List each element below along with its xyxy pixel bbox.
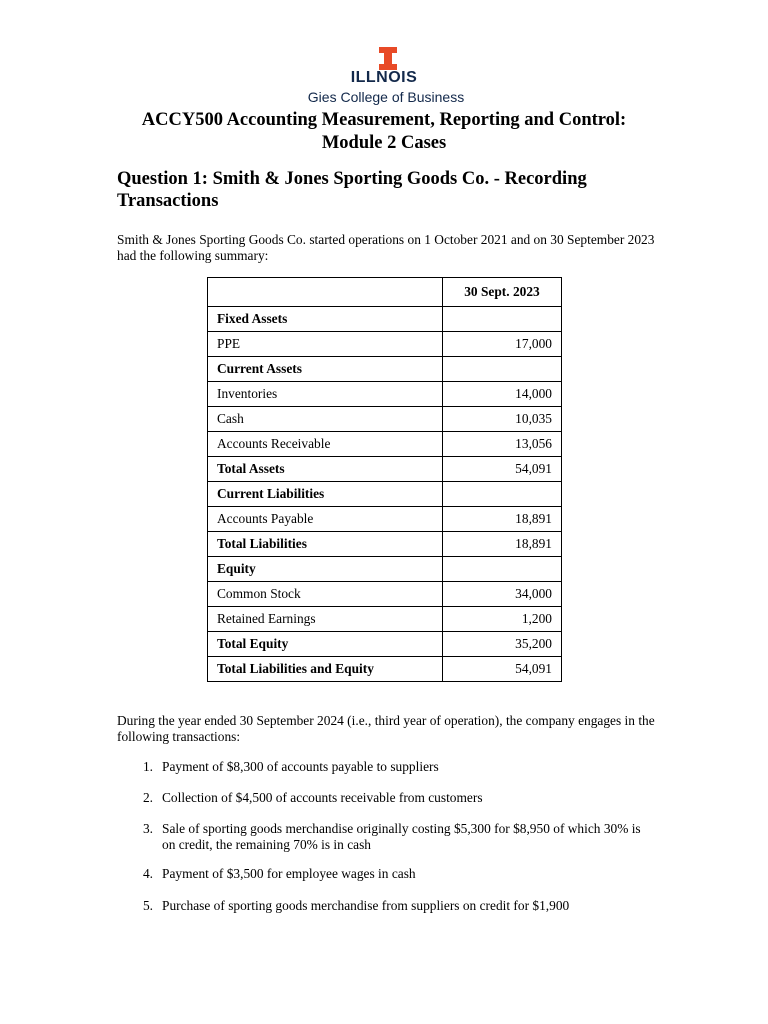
row-value: 13,056 — [443, 432, 562, 457]
table-row — [208, 332, 562, 357]
row-label: Total Liabilities — [208, 532, 443, 557]
transaction-text: Sale of sporting goods merchandise originally costing $5,300 for $8,950 of which 30% is on credit, the remaining 70% is in cash — [162, 821, 641, 852]
row-value — [443, 557, 562, 582]
table-row — [208, 382, 562, 407]
row-value: 54,091 — [443, 657, 562, 682]
course-title — [0, 109, 768, 155]
row-label: Total Assets — [208, 457, 443, 482]
row-value: 54,091 — [443, 457, 562, 482]
row-value: 34,000 — [443, 582, 562, 607]
table-row — [208, 507, 562, 532]
table-row — [208, 607, 562, 632]
transaction-text: Payment of $3,500 for employee wages in cash — [162, 866, 416, 881]
transactions-intro: During the year ended 30 September 2024 (i.e., third year of operation), the company engages in the following transactions: — [117, 713, 655, 744]
table-header-label — [208, 278, 443, 307]
row-label: Inventories — [208, 382, 443, 407]
table-header-row — [208, 278, 562, 307]
table-row — [208, 357, 562, 382]
college-name: Gies College of Business — [307, 89, 465, 105]
row-label: Common Stock — [208, 582, 443, 607]
transaction-number: 3. — [142, 821, 153, 836]
table-row — [208, 632, 562, 657]
intro-paragraph: Smith & Jones Sporting Goods Co. started operations on 1 October 2021 and on 30 September 2023 had the following summary: — [117, 232, 655, 263]
row-label: Accounts Receivable — [208, 432, 443, 457]
row-label: Current Liabilities — [208, 482, 443, 507]
row-label: Retained Earnings — [208, 607, 443, 632]
row-value: 18,891 — [443, 507, 562, 532]
course-title-line-1: ACCY500 Accounting Measurement, Reporting and Control: — [141, 110, 627, 130]
transaction-number: 4. — [142, 866, 153, 881]
row-value: 14,000 — [443, 382, 562, 407]
table-row — [208, 482, 562, 507]
transaction-number: 1. — [142, 759, 153, 774]
transaction-number: 5. — [142, 898, 153, 913]
row-value: 10,035 — [443, 407, 562, 432]
illinois-block-i-logo — [378, 47, 398, 70]
row-value: 35,200 — [443, 632, 562, 657]
transaction-number: 2. — [142, 790, 153, 805]
row-label: Total Liabilities and Equity — [208, 657, 443, 682]
row-label: Cash — [208, 407, 443, 432]
row-label: Accounts Payable — [208, 507, 443, 532]
row-label: Total Equity — [208, 632, 443, 657]
table-row — [208, 407, 562, 432]
course-title-line-2: Module 2 Cases — [321, 133, 447, 153]
row-label: Fixed Assets — [208, 307, 443, 332]
transaction-text: Collection of $4,500 of accounts receivable from customers — [162, 790, 483, 805]
table-row — [208, 657, 562, 682]
row-value — [443, 357, 562, 382]
table-row — [208, 532, 562, 557]
row-label: Equity — [208, 557, 443, 582]
row-value: 1,200 — [443, 607, 562, 632]
transaction-text: Payment of $8,300 of accounts payable to suppliers — [162, 759, 439, 774]
table-row — [208, 432, 562, 457]
table-row — [208, 582, 562, 607]
transaction-text: Purchase of sporting goods merchandise from suppliers on credit for $1,900 — [162, 898, 570, 913]
row-label: PPE — [208, 332, 443, 357]
table-row — [208, 557, 562, 582]
row-label: Current Assets — [208, 357, 443, 382]
table-body — [208, 307, 562, 682]
table-row — [208, 457, 562, 482]
row-value — [443, 482, 562, 507]
row-value: 18,891 — [443, 532, 562, 557]
question-title: Question 1: Smith & Jones Sporting Goods Co. - Recording Transactions — [117, 169, 587, 211]
illinois-wordmark: ILLNOIS — [350, 69, 418, 86]
row-value: 17,000 — [443, 332, 562, 357]
summary-table — [207, 277, 562, 682]
row-value — [443, 307, 562, 332]
table-header-date: 30 Sept. 2023 — [443, 278, 562, 307]
table-row — [208, 307, 562, 332]
